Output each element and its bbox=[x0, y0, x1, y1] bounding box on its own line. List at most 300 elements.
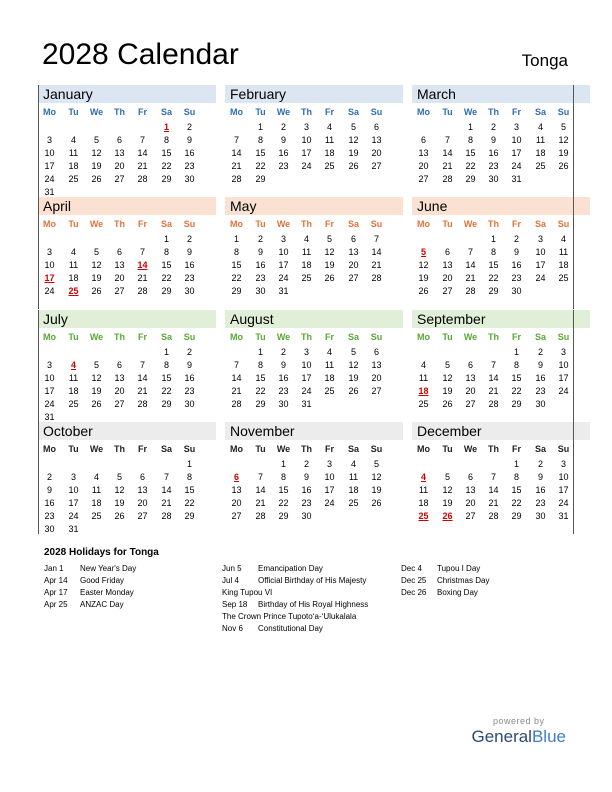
day-number: 13 bbox=[348, 247, 359, 257]
weekday-label: We bbox=[276, 107, 291, 117]
day-number: 20 bbox=[418, 161, 429, 171]
day-number: 5 bbox=[350, 347, 356, 357]
month-block bbox=[225, 85, 403, 197]
day-number: 31 bbox=[44, 412, 55, 422]
day-number: 18 bbox=[68, 161, 79, 171]
day-number: 27 bbox=[465, 511, 476, 521]
day-number: 26 bbox=[371, 498, 382, 508]
weekday-label: Sa bbox=[347, 444, 359, 454]
weekday-label: Tu bbox=[442, 332, 453, 342]
day-number: 26 bbox=[91, 286, 102, 296]
day-number: 27 bbox=[442, 286, 453, 296]
day-number: 17 bbox=[558, 373, 569, 383]
day-number: 13 bbox=[114, 373, 125, 383]
day-number: 8 bbox=[163, 247, 169, 257]
month-block bbox=[38, 197, 216, 309]
day-number: 6 bbox=[116, 360, 122, 370]
weekday-label: Th bbox=[488, 332, 499, 342]
weekday-label: Th bbox=[488, 107, 499, 117]
day-number: 10 bbox=[278, 247, 289, 257]
day-number: 24 bbox=[558, 386, 569, 396]
day-number: 11 bbox=[535, 135, 546, 145]
day-number: 21 bbox=[442, 161, 453, 171]
holiday-item-name: Good Friday bbox=[80, 576, 125, 585]
weekday-label: We bbox=[89, 107, 104, 117]
weekday-label: Th bbox=[301, 107, 312, 117]
day-number: 19 bbox=[91, 386, 102, 396]
day-number: 5 bbox=[93, 360, 99, 370]
day-number: 4 bbox=[537, 122, 543, 132]
weekday-label: Su bbox=[557, 107, 570, 117]
day-number: 3 bbox=[46, 247, 52, 257]
weekday-label: Tu bbox=[68, 219, 79, 229]
weekday-label: Su bbox=[370, 107, 383, 117]
day-number: 14 bbox=[231, 373, 242, 383]
day-number: 30 bbox=[255, 286, 266, 296]
weekday-label: Tu bbox=[255, 219, 266, 229]
weekday-label: Tu bbox=[442, 219, 453, 229]
day-number: 18 bbox=[68, 386, 79, 396]
day-number: 20 bbox=[348, 260, 359, 270]
brand-logo[interactable] bbox=[471, 716, 566, 747]
day-number: 11 bbox=[324, 135, 335, 145]
weekday-label: We bbox=[463, 107, 478, 117]
day-number: 24 bbox=[68, 511, 79, 521]
holiday-item-name: Birthday of His Royal Highness bbox=[258, 600, 369, 609]
day-number: 24 bbox=[44, 174, 55, 184]
day-number: 13 bbox=[114, 148, 125, 158]
holiday-item bbox=[44, 587, 136, 599]
day-number: 1 bbox=[163, 234, 169, 244]
weekday-label: Su bbox=[557, 219, 570, 229]
day-number: 12 bbox=[324, 247, 335, 257]
day-number: 16 bbox=[535, 485, 546, 495]
month-block bbox=[412, 422, 590, 534]
day-number: 19 bbox=[418, 273, 429, 283]
day-number: 14 bbox=[137, 148, 148, 158]
weekday-label: Sa bbox=[534, 332, 546, 342]
day-number: 22 bbox=[255, 386, 266, 396]
weekday-label: Sa bbox=[534, 107, 546, 117]
month-name: December bbox=[417, 423, 482, 439]
day-number: 20 bbox=[465, 498, 476, 508]
day-number: 9 bbox=[46, 485, 52, 495]
day-number: 18 bbox=[91, 498, 102, 508]
day-number: 10 bbox=[44, 260, 55, 270]
day-number: 2 bbox=[303, 459, 309, 469]
day-number: 12 bbox=[558, 135, 569, 145]
day-number: 23 bbox=[535, 498, 546, 508]
day-number: 26 bbox=[348, 386, 359, 396]
holiday-item-name: Boxing Day bbox=[437, 588, 478, 597]
day-number: 10 bbox=[44, 148, 55, 158]
day-number: 14 bbox=[488, 373, 499, 383]
day-number: 9 bbox=[513, 247, 519, 257]
day-number: 3 bbox=[513, 122, 519, 132]
day-number: 30 bbox=[535, 399, 546, 409]
day-number: 18 bbox=[418, 498, 429, 508]
holiday-item bbox=[222, 623, 368, 635]
weekday-label: Mo bbox=[417, 332, 430, 342]
grid-line bbox=[573, 85, 574, 197]
day-number: 18 bbox=[348, 485, 359, 495]
day-number: 17 bbox=[558, 485, 569, 495]
day-number: 28 bbox=[137, 399, 148, 409]
holiday-item-date: Jan 1 bbox=[44, 564, 64, 573]
day-number: 31 bbox=[558, 511, 569, 521]
day-number: 6 bbox=[350, 234, 356, 244]
day-number: 12 bbox=[418, 260, 429, 270]
day-number: 1 bbox=[257, 122, 263, 132]
day-number: 1 bbox=[233, 234, 239, 244]
day-number: 11 bbox=[68, 373, 79, 383]
day-number: 16 bbox=[278, 148, 289, 158]
weekday-label: We bbox=[276, 332, 291, 342]
day-number: 14 bbox=[488, 485, 499, 495]
day-number: 9 bbox=[303, 472, 309, 482]
holiday-column bbox=[222, 563, 368, 635]
day-number: 28 bbox=[371, 273, 382, 283]
weekday-label: Su bbox=[370, 219, 383, 229]
day-number: 3 bbox=[280, 234, 286, 244]
weekday-label: Sa bbox=[160, 332, 172, 342]
weekday-label: Th bbox=[488, 219, 499, 229]
day-number: 17 bbox=[44, 161, 55, 171]
day-number: 9 bbox=[257, 247, 263, 257]
day-number: 19 bbox=[348, 148, 359, 158]
day-number: 29 bbox=[231, 286, 242, 296]
calendar-grid bbox=[38, 85, 574, 535]
day-number: 27 bbox=[371, 161, 382, 171]
day-number: 11 bbox=[348, 472, 359, 482]
weekday-label: We bbox=[463, 444, 478, 454]
holiday-item-date: Dec 4 bbox=[401, 564, 422, 573]
day-number: 3 bbox=[560, 347, 566, 357]
weekday-label: We bbox=[276, 219, 291, 229]
month-header bbox=[38, 197, 216, 215]
month-header bbox=[38, 422, 216, 440]
day-number: 27 bbox=[371, 386, 382, 396]
day-number: 16 bbox=[184, 148, 195, 158]
weekday-label: We bbox=[276, 444, 291, 454]
weekday-label: Fr bbox=[325, 332, 334, 342]
day-number: 15 bbox=[511, 373, 522, 383]
day-number: 23 bbox=[511, 273, 522, 283]
day-number: 10 bbox=[301, 360, 312, 370]
day-number: 12 bbox=[114, 485, 125, 495]
day-number: 30 bbox=[184, 286, 195, 296]
holiday-item bbox=[222, 599, 368, 611]
day-number: 13 bbox=[137, 485, 148, 495]
day-number: 14 bbox=[465, 260, 476, 270]
day-number: 23 bbox=[278, 386, 289, 396]
month-block bbox=[38, 85, 216, 197]
day-number: 1 bbox=[513, 459, 519, 469]
day-number: 1 bbox=[280, 459, 286, 469]
weekday-label: Sa bbox=[534, 219, 546, 229]
weekday-label: Su bbox=[183, 219, 196, 229]
day-number: 7 bbox=[490, 472, 496, 482]
day-number: 8 bbox=[163, 135, 169, 145]
month-name: July bbox=[43, 311, 68, 327]
day-number: 21 bbox=[137, 386, 148, 396]
day-number: 11 bbox=[91, 485, 102, 495]
day-number: 21 bbox=[371, 260, 382, 270]
day-number: 8 bbox=[257, 135, 263, 145]
day-number: 29 bbox=[511, 511, 522, 521]
day-number: 7 bbox=[163, 472, 169, 482]
day-number: 28 bbox=[231, 174, 242, 184]
day-number: 8 bbox=[467, 135, 473, 145]
holiday-item-date: Apr 17 bbox=[44, 588, 68, 597]
day-number: 28 bbox=[137, 286, 148, 296]
weekday-label: Fr bbox=[325, 107, 334, 117]
month-name: April bbox=[43, 198, 72, 214]
holiday-date: 14 bbox=[137, 260, 148, 270]
day-number: 1 bbox=[467, 122, 473, 132]
day-number: 20 bbox=[442, 273, 453, 283]
holiday-date: 26 bbox=[442, 511, 453, 521]
month-name: November bbox=[230, 423, 295, 439]
day-number: 17 bbox=[535, 260, 546, 270]
day-number: 9 bbox=[186, 247, 192, 257]
day-number: 21 bbox=[488, 498, 499, 508]
day-number: 7 bbox=[139, 247, 145, 257]
day-number: 2 bbox=[280, 122, 286, 132]
weekday-label: Mo bbox=[230, 444, 243, 454]
day-number: 15 bbox=[231, 260, 242, 270]
day-number: 15 bbox=[465, 148, 476, 158]
holiday-item bbox=[401, 575, 489, 587]
weekday-label: We bbox=[89, 444, 104, 454]
weekday-label: We bbox=[463, 332, 478, 342]
day-number: 3 bbox=[303, 122, 309, 132]
day-number: 2 bbox=[186, 122, 192, 132]
day-number: 10 bbox=[301, 135, 312, 145]
day-number: 26 bbox=[418, 286, 429, 296]
day-number: 24 bbox=[558, 498, 569, 508]
day-number: 19 bbox=[324, 260, 335, 270]
day-number: 29 bbox=[184, 511, 195, 521]
day-number: 12 bbox=[348, 360, 359, 370]
day-number: 7 bbox=[139, 135, 145, 145]
day-number: 29 bbox=[161, 399, 172, 409]
holiday-date: 6 bbox=[233, 472, 239, 482]
holiday-item bbox=[222, 587, 368, 599]
day-number: 9 bbox=[186, 135, 192, 145]
day-number: 9 bbox=[186, 360, 192, 370]
month-name: September bbox=[417, 311, 486, 327]
day-number: 15 bbox=[184, 485, 195, 495]
weekday-label: Fr bbox=[512, 444, 521, 454]
weekday-label: Fr bbox=[512, 332, 521, 342]
day-number: 21 bbox=[137, 161, 148, 171]
holiday-item bbox=[401, 563, 489, 575]
day-number: 9 bbox=[537, 472, 543, 482]
day-number: 24 bbox=[535, 273, 546, 283]
day-number: 11 bbox=[558, 247, 569, 257]
day-number: 25 bbox=[324, 161, 335, 171]
day-number: 23 bbox=[184, 161, 195, 171]
day-number: 23 bbox=[488, 161, 499, 171]
day-number: 3 bbox=[537, 234, 543, 244]
day-number: 29 bbox=[488, 286, 499, 296]
day-number: 7 bbox=[373, 234, 379, 244]
day-number: 21 bbox=[137, 273, 148, 283]
day-number: 19 bbox=[91, 161, 102, 171]
day-number: 11 bbox=[418, 485, 429, 495]
holiday-item-date: Jun 5 bbox=[222, 564, 242, 573]
day-number: 30 bbox=[184, 174, 195, 184]
day-number: 18 bbox=[324, 148, 335, 158]
day-number: 24 bbox=[301, 161, 312, 171]
day-number: 19 bbox=[348, 373, 359, 383]
weekday-label: Mo bbox=[417, 219, 430, 229]
day-number: 24 bbox=[324, 498, 335, 508]
day-number: 10 bbox=[535, 247, 546, 257]
day-number: 21 bbox=[161, 498, 172, 508]
day-number: 28 bbox=[137, 174, 148, 184]
day-number: 22 bbox=[161, 386, 172, 396]
weekday-label: Su bbox=[183, 444, 196, 454]
day-number: 20 bbox=[114, 161, 125, 171]
day-number: 28 bbox=[488, 511, 499, 521]
day-number: 9 bbox=[280, 135, 286, 145]
day-number: 4 bbox=[326, 122, 332, 132]
month-header bbox=[38, 310, 216, 328]
day-number: 31 bbox=[68, 524, 79, 534]
day-number: 31 bbox=[301, 399, 312, 409]
grid-line bbox=[38, 85, 39, 197]
day-number: 3 bbox=[303, 347, 309, 357]
month-block bbox=[38, 422, 216, 534]
day-number: 3 bbox=[560, 459, 566, 469]
day-number: 8 bbox=[163, 360, 169, 370]
holiday-item bbox=[44, 563, 136, 575]
day-number: 30 bbox=[488, 174, 499, 184]
day-number: 28 bbox=[231, 399, 242, 409]
day-number: 29 bbox=[465, 174, 476, 184]
weekday-label: Tu bbox=[442, 107, 453, 117]
day-number: 19 bbox=[442, 386, 453, 396]
day-number: 8 bbox=[513, 360, 519, 370]
day-number: 22 bbox=[184, 498, 195, 508]
holiday-item bbox=[222, 611, 368, 623]
month-header bbox=[38, 85, 216, 103]
day-number: 29 bbox=[255, 399, 266, 409]
day-number: 27 bbox=[114, 174, 125, 184]
day-number: 24 bbox=[278, 273, 289, 283]
day-number: 5 bbox=[93, 135, 99, 145]
weekday-label: Sa bbox=[347, 219, 359, 229]
day-number: 14 bbox=[231, 148, 242, 158]
holiday-item bbox=[44, 599, 136, 611]
day-number: 15 bbox=[511, 485, 522, 495]
weekday-label: Su bbox=[183, 332, 196, 342]
day-number: 20 bbox=[137, 498, 148, 508]
day-number: 8 bbox=[513, 472, 519, 482]
day-number: 9 bbox=[280, 360, 286, 370]
holiday-column bbox=[44, 563, 136, 611]
day-number: 23 bbox=[278, 161, 289, 171]
holiday-item-name: Official Birthday of His Majesty bbox=[258, 576, 367, 585]
day-number: 7 bbox=[257, 472, 263, 482]
weekday-label: Th bbox=[301, 219, 312, 229]
day-number: 15 bbox=[161, 373, 172, 383]
day-number: 7 bbox=[139, 360, 145, 370]
month-block bbox=[412, 310, 590, 422]
day-number: 17 bbox=[301, 148, 312, 158]
grid-line bbox=[38, 422, 39, 534]
day-number: 11 bbox=[418, 373, 429, 383]
day-number: 19 bbox=[442, 498, 453, 508]
day-number: 25 bbox=[301, 273, 312, 283]
day-number: 25 bbox=[91, 511, 102, 521]
weekday-label: Sa bbox=[160, 444, 172, 454]
day-number: 4 bbox=[420, 360, 426, 370]
weekday-label: Fr bbox=[138, 107, 147, 117]
day-number: 4 bbox=[70, 135, 76, 145]
day-number: 26 bbox=[348, 161, 359, 171]
weekday-label: Sa bbox=[347, 107, 359, 117]
day-number: 24 bbox=[44, 286, 55, 296]
weekday-label: Mo bbox=[230, 219, 243, 229]
weekday-label: Fr bbox=[325, 219, 334, 229]
day-number: 17 bbox=[511, 148, 522, 158]
weekday-label: We bbox=[463, 219, 478, 229]
day-number: 16 bbox=[511, 260, 522, 270]
powered-by-text: powered by bbox=[492, 716, 545, 726]
holiday-date: 25 bbox=[68, 286, 79, 296]
weekday-label: Mo bbox=[230, 332, 243, 342]
day-number: 8 bbox=[233, 247, 239, 257]
day-number: 12 bbox=[442, 485, 453, 495]
day-number: 14 bbox=[161, 485, 172, 495]
day-number: 17 bbox=[324, 485, 335, 495]
holiday-date: 17 bbox=[44, 273, 55, 283]
day-number: 29 bbox=[511, 399, 522, 409]
weekday-label: Th bbox=[114, 444, 125, 454]
weekday-label: Sa bbox=[347, 332, 359, 342]
day-number: 22 bbox=[161, 273, 172, 283]
day-number: 26 bbox=[114, 511, 125, 521]
day-number: 3 bbox=[46, 360, 52, 370]
day-number: 16 bbox=[488, 148, 499, 158]
day-number: 22 bbox=[161, 161, 172, 171]
day-number: 30 bbox=[535, 511, 546, 521]
holiday-item-date: Jul 4 bbox=[222, 576, 239, 585]
day-number: 12 bbox=[442, 373, 453, 383]
grid-line bbox=[38, 197, 39, 309]
day-number: 5 bbox=[350, 122, 356, 132]
day-number: 15 bbox=[278, 485, 289, 495]
day-number: 21 bbox=[231, 386, 242, 396]
holiday-item-date: Apr 25 bbox=[44, 600, 68, 609]
weekday-label: Fr bbox=[138, 219, 147, 229]
day-number: 27 bbox=[348, 273, 359, 283]
day-number: 3 bbox=[46, 135, 52, 145]
month-header bbox=[412, 422, 590, 440]
weekday-label: Sa bbox=[534, 444, 546, 454]
day-number: 16 bbox=[184, 260, 195, 270]
day-number: 14 bbox=[137, 373, 148, 383]
day-number: 10 bbox=[511, 135, 522, 145]
day-number: 10 bbox=[44, 373, 55, 383]
weekday-label: Fr bbox=[512, 107, 521, 117]
weekday-label: We bbox=[89, 332, 104, 342]
day-number: 16 bbox=[301, 485, 312, 495]
day-number: 17 bbox=[44, 386, 55, 396]
